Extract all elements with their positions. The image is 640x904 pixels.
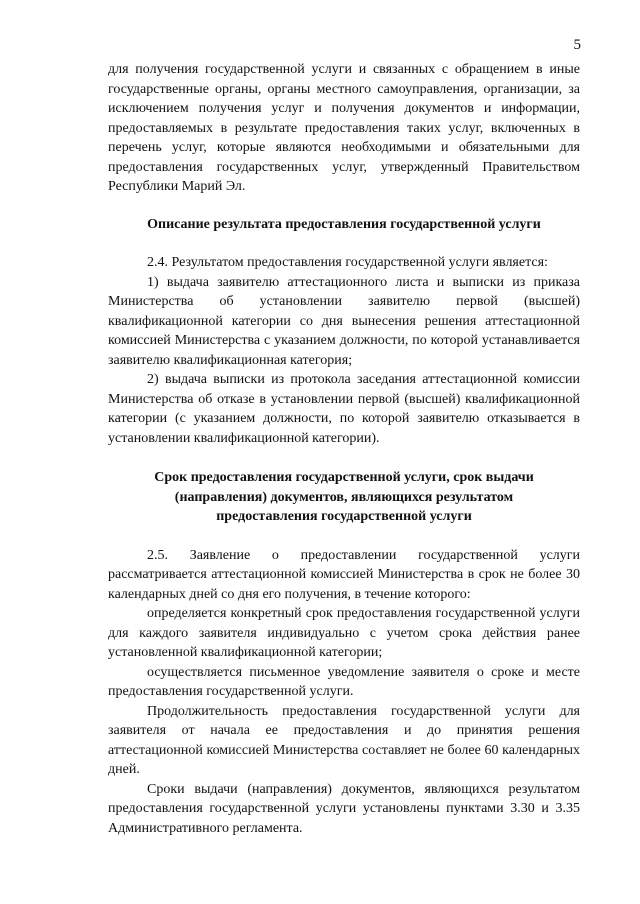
paragraph-2-4: 2.4. Результатом предоставления государственной услуги является: — [147, 255, 548, 270]
section-heading-result: Описание результата предоставления государственной услуги — [147, 216, 541, 232]
paragraph-issue-terms: Сроки выдачи (направления) документов, являющихся результатом предоставления государственной услуги установлены пунктами 3.30 и 3.35 Административного регламента. — [108, 781, 580, 836]
paragraph-2-5: 2.5. Заявление о предоставлении государственной услуги рассматривается аттестационной комиссией Министерства в срок не более 30 календарных дней со дня его получения, в течение которого: — [108, 547, 580, 602]
paragraph-term-item-2: осуществляется письменное уведомление заявителя о сроке и месте предоставления государственной услуги. — [108, 664, 580, 699]
paragraph-duration: Продолжительность предоставления государственной услуги для заявителя от начала ее предоставления и до принятия решения аттестационной комиссией Министерства составляет не более 60 календарных дней. — [108, 703, 580, 777]
section-heading-term-line2: (направления) документов, являющихся результатом — [174, 489, 514, 505]
page-number: 5 — [573, 37, 581, 53]
paragraph-result-item-1: 1) выдача заявителю аттестационного листа и выписки из приказа Министерства об установлении заявителю первой (высшей) квалификационной категории со дня вынесения решения аттестационной комиссией Министерства с указанием должности, по которой устанавливается заявителю квалификационная категория; — [108, 274, 580, 368]
document-body — [108, 60, 580, 838]
paragraph-term-item-1: определяется конкретный срок предоставления государственной услуги для каждого заявителя индивидуально с учетом срока действия ранее установленной квалификационной категории; — [108, 606, 580, 660]
paragraph-continuation: для получения государственной услуги и связанных с обращением в иные государственные органы, органы местного самоуправления, организации, за исключением получения услуг и получения документов и информации, предоставляемых в результате предоставления таких услуг, включенных в перечень услуг, которые являются необходимыми и обязательными для предоставления государственных услуг, утвержденный Правительством Республики Марий Эл. — [108, 62, 580, 194]
paragraph-result-item-2: 2) выдача выписки из протокола заседания аттестационной комиссии Министерства об отказе в установлении первой (высшей) квалификационной категории (с указанием должности, по которой заявителю отказывается в установлении квалификационной категории). — [108, 372, 580, 446]
section-heading-term-line1: Срок предоставления государственной услуги, срок выдачи — [154, 470, 534, 485]
section-heading-term — [108, 468, 580, 527]
section-heading-term-line3: предоставления государственной услуги — [216, 509, 472, 524]
